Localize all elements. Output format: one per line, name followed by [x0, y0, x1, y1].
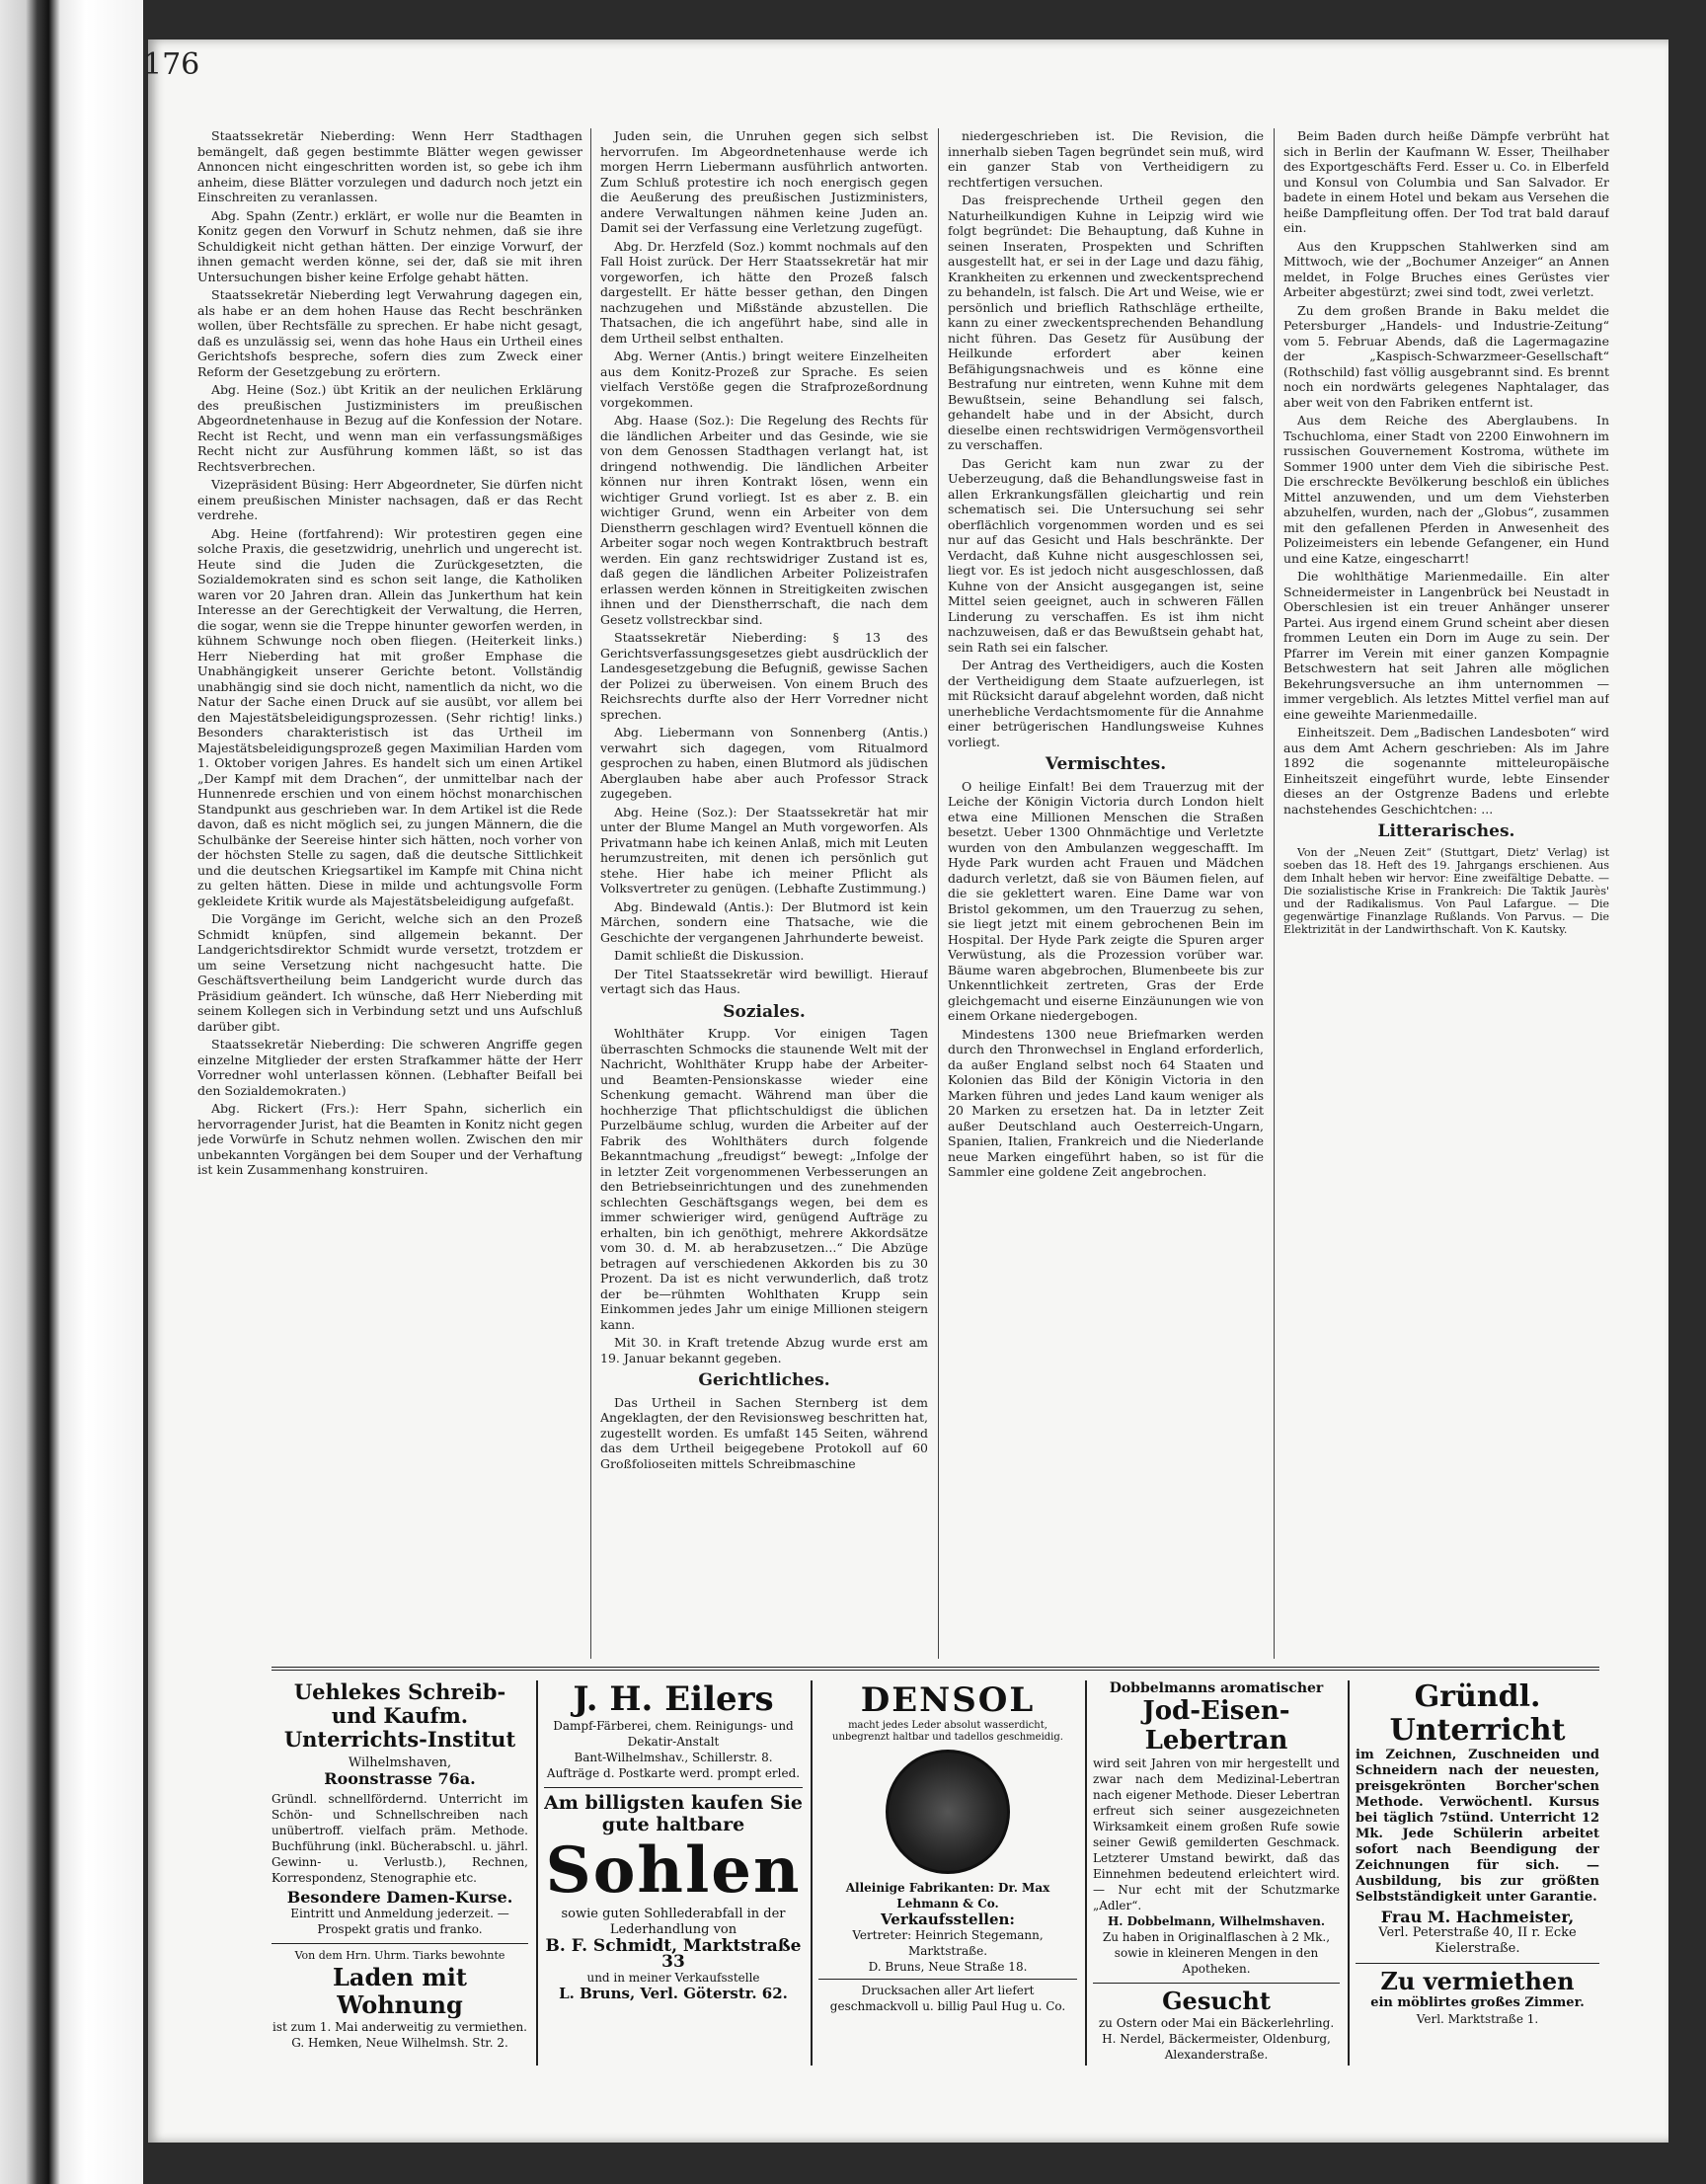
ad-rent-addr: Verl. Marktstraße 1. — [1416, 2012, 1539, 2026]
ad-title: Uehlekes Schreib- und Kaufm. Unterrichts-Institut — [283, 1680, 516, 1752]
paragraph: Abg. Werner (Antis.) bringt weitere Einzelheiten aus dem Konitz-Prozeß zur Sprache. Es seien vielfach Verstöße gegen die Strafprozeßordnung vorgekommen. — [600, 349, 928, 410]
paragraph: Die wohlthätige Marienmedaille. Ein alter Schneidermeister in Langenbrück bei Neustadt in Oberschlesien ist ein treuer Anhänger unserer Partei. Aus irgend einem Grund scheint aber diesen frommen Leuten ein Dorn im Auge zu sein. Der Pfarrer im Verein mit einer ganzen Kompagnie Betschwestern hat seit Jahren alle möglichen Bekehrungsversuche an ihm unternommen — immer vergeblich. Als letztes Mittel verfiel man auf eine geweihte Marienmedaille. — [1283, 569, 1609, 722]
ad-divider — [536, 1680, 538, 2066]
ad-name: Frau M. Hachmeister, — [1380, 1908, 1575, 1926]
paragraph: Aus den Kruppschen Stahlwerken sind am Mittwoch, wie der „Bochumer Anzeiger“ an Annen meldet, in Folge Bruches eines Gerüstes vier Arbeiter abgestürzt; zwei sind todt, zwei verletzt. — [1283, 238, 1609, 299]
paragraph: Der Antrag des Vertheidigers, auch die Kosten der Vertheidigung dem Staate aufzuerlegen, ist mit Rücksicht darauf abgelehnt worden, daß nicht unerhebliche Verdachtsmomente für die Annahme einer betrügerischen Handlungsweise Kuhnes vorliegt. — [948, 658, 1264, 749]
paragraph: Abg. Haase (Soz.): Die Regelung des Rechts für die ländlichen Arbeiter und das Gesinde, wie sie von dem Genossen Stadthagen verlangt hat, ist dringend nothwendig. Die ländlichen Arbeiter können nur ihren Kontrakt lösen, wenn ein wichtiger Grund vorliegt. Ist es aber z. B. ein wichtiger Grund, wenn ein Arbeiter von dem Dienstherrn geschlagen wird? Eventuell können die Arbeiter sogar noch wegen Kontraktbruch bestraft werden. Ein ganz rechtswidriger Zustand ist es, daß gegen die ländlichen Arbeiter Polizeistrafen erlassen werden können in Streitigkeiten zwischen ihnen und der Dienstherrschaft, die nach dem Gesetz vollstreckbar sind. — [600, 413, 928, 627]
column-4 — [1283, 128, 1609, 1659]
paragraph: Abg. Spahn (Zentr.) erklärt, er wolle nur die Beamten in Konitz gegen den Vorwurf in Schutz nehmen, daß sie ihre Schuldigkeit nicht gethan hätten. Der einzige Vorwurf, der ihnen gemacht werden könne, sei der, daß sie mit ihren Untersuchungen bisher keine Erfolge gehabt hätten. — [197, 207, 582, 284]
ad-maker: Alleinige Fabrikanten: Dr. Max Lehmann & Co. — [845, 1881, 1050, 1911]
paragraph: Vizepräsident Büsing: Herr Abgeordneter, Sie dürfen nicht einem preußischen Minister nachsagen, daß er das Recht verdrehe. — [197, 477, 582, 522]
paragraph: Abg. Rickert (Frs.): Herr Spahn, sicherlich ein hervorragender Jurist, hat die Beamten in Konitz nicht gegen jede Vorwürfe in Schutz nehmen wollen. Zwischen den mir unbekannten Vorgängen bei dem Souper und der Verhaftung ist kein Zusammenhang konstruiren. — [197, 1101, 582, 1177]
ad-divider — [1348, 1680, 1350, 2066]
column-rule — [590, 128, 591, 1659]
ad-dobbelmann — [1093, 1680, 1340, 2066]
paragraph: Beim Baden durch heiße Dämpfe verbrüht hat sich in Berlin der Kaufmann W. Esser, Theilhaber des Exportgeschäfts Ferd. Esser u. Co. in Elberfeld und Konsul von Columbia und San Salvador. Er badete in einem Hotel und bekam aus Versehen die heiße Dampfleitung offen. Der Tod trat bald darauf ein. — [1283, 128, 1609, 235]
ad-name: B. F. Schmidt, Marktstraße 33 — [545, 1936, 802, 1972]
paragraph: Abg. Heine (Soz.): Der Staatssekretär hat mir unter der Blume Mangel an Muth vorgeworfen. Als Privatmann habe ich keinen Anlaß, mich mit Leuten herumzustreiten, mit denen ich persönlich gut stehe. Hier habe ich meiner Pflicht als Volksvertreter zu genügen. (Lebhafte Zustimmung.) — [600, 804, 928, 896]
ad-sub: macht jedes Leder absolut wasserdicht, unbegrenzt haltbar und tadellos geschmeidig. — [832, 1720, 1063, 1743]
ad-wanted-text: zu Ostern oder Mai ein Bäckerlehrling. — [1098, 2016, 1335, 2030]
section-heading-gerichtliches: Gerichtliches. — [698, 1370, 830, 1390]
paragraph: Die Vorgänge im Gericht, welche sich an den Prozeß Schmidt knüpfen, sind allgemein bekannt. Der Landgerichtsdirektor Schmidt wurde versetzt, trotzdem er um seine Versetzung nicht nachgesucht hatte. Die Geschäftsvertheilung beim Landgericht wurde durch das Präsidium geändert. Ich wünsche, daß Herr Nieberding mit seinem Kollegen sich in Verbindung setzt und uns Aufschluß darüber gibt. — [197, 911, 582, 1034]
section-heading-litterarisches: Litterarisches. — [1377, 821, 1515, 841]
ad-densol — [818, 1680, 1077, 2066]
ad-addr: Bant-Wilhelmshav., Schillerstr. 8. — [574, 1751, 773, 1764]
ad-uehleke — [271, 1680, 528, 2066]
paragraph: Einheitszeit. Dem „Badischen Landesboten“ wird aus dem Amt Achern geschrieben: Als im Jahre 1892 die sogenannte mitteleuropäische Einheitszeit eingeführt wurde, lebte Einsender dieses an der Ostgrenze Badens und erlebte nachstehendes Geschichtchen: ... — [1283, 725, 1609, 817]
ad-text: sowie guten Sohllederabfall in der Lederhandlung von — [561, 1907, 786, 1937]
ad-big-word: Sohlen — [545, 1833, 802, 1908]
ad-divider — [1085, 1680, 1087, 2066]
column-rule — [938, 128, 939, 1659]
column-2 — [600, 128, 928, 1659]
advertisement-section — [271, 1667, 1599, 2073]
paragraph: Zu dem großen Brande in Baku meldet die Petersburger „Handels- und Industrie-Zeitung“ vom 5. Februar Abends, daß die Lagermagazine der „Kaspisch-Schwarzmeer-Gesellschaft“ (Rothschild) fast völlig ausgebrannt sind. Es brennt noch ein nordwärts gelegenes Naphtalager, das aber weit von den Fabriken entfernt ist. — [1283, 302, 1609, 410]
ad-note: Eintritt und Anmeldung jederzeit. — Prospekt gratis und franko. — [290, 1907, 509, 1936]
paragraph: Staatssekretär Nieberding legt Verwahrung dagegen ein, als habe er an dem hohen Hause das Recht beschränken wollen, über Rechtsfälle zu sprechen. Er habe nicht gesagt, daß es unzulässig sei, wenn das hohe Haus ein Urtheil eines Gerichtshofs bespreche, sofern dies zum Zweck einer Reform der Gesetzgebung zu erörtern. — [197, 287, 582, 379]
ad-pre: Von dem Hrn. Uhrm. Tiarks bewohnte — [271, 1943, 528, 1964]
ad-addr: Verl. Peterstraße 40, II r. Ecke Kielerstraße. — [1378, 1925, 1577, 1956]
paragraph: niedergeschrieben ist. Die Revision, die innerhalb sieben Tagen begründet sein muß, wird ein ganzer Stab von Vertheidigern zu rechtfertigen versuchen. — [948, 128, 1264, 190]
ad-wanted-title: Gesucht — [1093, 1983, 1340, 2015]
ad-street: Roonstrasse 76a. — [324, 1769, 476, 1788]
column-1 — [197, 128, 582, 1659]
ad-head: Am billigsten kaufen Sie gute haltbare — [544, 1787, 803, 1835]
ad-course: Besondere Damen-Kurse. — [286, 1888, 513, 1907]
ad-wanted-name: H. Nerdel, Bäckermeister, Oldenburg, Alexanderstraße. — [1102, 2032, 1331, 2062]
page-number: 176 — [143, 47, 200, 82]
ad-title: DENSOL — [860, 1680, 1036, 1720]
paragraph: Staatssekretär Nieberding: § 13 des Gerichtsverfassungsgesetzes giebt ausdrücklich der Landesgesetzgebung die Befugniß, gewisse Sachen der Polizei zu überweisen. Von einem Bruch des Reichsrechts durfte also der Herr Vorredner nicht sprechen. — [600, 630, 928, 722]
book-binding — [0, 0, 143, 2184]
ad-sales: Verkaufsstellen: — [881, 1911, 1015, 1928]
section-heading-soziales: Soziales. — [723, 1001, 806, 1022]
paragraph: Abg. Bindewald (Antis.): Der Blutmord ist kein Märchen, sondern eine Thatsache, wie die Geschichte der vergangenen Jahrhunderte beweist. — [600, 898, 928, 945]
ad-text2: Zu haben in Originalflaschen à 2 Mk., sowie in kleineren Mengen in den Apotheken. — [1102, 1930, 1331, 1976]
paragraph: Aus dem Reiche des Aberglaubens. In Tschuchloma, einer Stadt von 2200 Einwohnern im russischen Gouvernement Kostroma, wüthete im Sommer 1900 unter dem Vieh die sibirische Pest. Die erschreckte Bevölkerung beschloß ein übliches Mittel anzuwenden, und um dem Viehsterben abzuhelfen, wurden, nach der „Globus“, zusammen mit den gefallenen Pferden in Anwesenheit des Polizeimeisters ein lebende Gefangener, ein Hund und eine Katze, eingescharrt! — [1283, 413, 1609, 566]
paragraph: Staatssekretär Nieberding: Wenn Herr Stadthagen bemängelt, daß gegen bestimmte Blätter wegen gewisser Annoncen nicht eingeschritten worden ist, so gebe ich ihm anheim, diese Blätter vorzulegen und dadurch noch jetzt ein Einschreiten zu veranlassen. — [197, 128, 582, 204]
ad-print: Drucksachen aller Art liefert geschmackvoll u. billig Paul Hug u. Co. — [818, 1979, 1077, 2014]
paragraph: Wohlthäter Krupp. Vor einigen Tagen überraschten Schmocks die staunende Welt mit der Nachricht, Wohlthäter Krupp habe der Arbeiter- und Beamten-Pensionskasse wieder eine Schenkung gemacht. Während man über die hochherzige That pflichtschuldigst die üblichen Purzelbäume schlug, wurden die Arbeiter auf der Fabrik des Wohlthäters durch folgende Bekanntmachung „freudigst“ bewegt: „Infolge der in letzter Zeit vorgenommenen Verbesserungen an den Betriebseinrichtungen und des zunehmenden schlechten Geschäftsgangs wegen, bei dem es immer schwieriger wird, genügend Aufträge zu erhalten, bin ich genöthigt, mehrere Akkordsätze vom 30. d. M. ab herabzusetzen...“ Die Abzüge betragen auf verschiedenen Akkorden bis zu 30 Prozent. Da ist es nicht verwunderlich, daß trotz der be—rühmten Wohlthaten Krupp sein Einkommen jedes Jahr um einige Millionen steigern kann. — [600, 1026, 928, 1332]
ad-rent-title: Zu vermiethen — [1356, 1963, 1599, 1995]
paragraph: Mindestens 1300 neue Briefmarken werden durch den Thronwechsel in England erforderlich, da außer England selbst noch 64 Staaten und Kolonien das Bild der Königin Victoria in den Marken führen und jedes Land kaum weniger als 20 Marken zu ersetzen hat. Da in letzter Zeit außer Deutschland auch Oesterreich-Ungarn, Spanien, Italien, Frankreich und die Niederlande neue Marken eingeführt haben, so ist für die Sammler eine goldene Zeit angebrochen. — [948, 1026, 1264, 1179]
ad-hachmeister — [1356, 1680, 1599, 2066]
ad-text2: und in meiner Verkaufsstelle — [586, 1971, 760, 1985]
ad-text: wird seit Jahren von mir hergestellt und zwar nach dem Medizinal-Lebertran nach eigener Methode. Dieser Lebertran erfreut sich seiner ausgezeichneten Wirksamkeit einem großen Rufe sowie seiner Gewiß gemilderten Geschmack. Letzterer Umstand bewirkt, daß das Einnehmen bedeutend erleichtert wird. — Nur echt mit der Schutzmarke „Adler“. — [1093, 1756, 1340, 1912]
ad-note: Aufträge d. Postkarte werd. prompt erled. — [546, 1766, 801, 1780]
paragraph: Damit schließt die Diskussion. — [614, 948, 805, 963]
paragraph: O heilige Einfalt! Bei dem Trauerzug mit der Leiche der Königin Victoria durch London hielt etwa eine Millionen Menschen die Straßen besetzt. Ueber 1300 Ohnmächtige und Verletzte wurden von den Ambulanzen weggeschafft. Im Hyde Park wurden acht Frauen und Mädchen dadurch verletzt, daß sie von Bäumen fielen, auf die sie geklettert waren. Eine Dame war von Bristol gekommen, um den Trauerzug zu sehen, sie liegt jetzt mit einem gebrochenen Bein im Hospital. Der Hyde Park zeigte die Spuren arger Verwüstung, als die Prozession vorüber war. Bäume waren abgebrochen, Blumenbeete bis zur Unkenntlichkeit zertreten, Gras der Erde gleichgemacht und eiserne Einzäunungen wie von einem Orkane niedergebogen. — [948, 778, 1264, 1023]
paragraph: Abg. Liebermann von Sonnenberg (Antis.) verwahrt sich dagegen, vom Ritualmord gesprochen zu haben, einen Blutmord als jüdischen Aberglauben habe aber auch Professor Strack zugegeben. — [600, 725, 928, 801]
ad-rent-text: ein möblirtes großes Zimmer. — [1370, 1995, 1585, 2010]
ad-place: Wilhelmshaven, — [348, 1755, 452, 1770]
ad-title: Gründl. Unterricht — [1389, 1680, 1566, 1748]
paragraph: Der Titel Staatssekretär wird bewilligt. Hierauf vertagt sich das Haus. — [600, 966, 928, 996]
paragraph: Das Urtheil in Sachen Sternberg ist dem Angeklagten, der den Revisionsweg beschritten hat, zugestellt worden. Es umfaßt 145 Seiten, während das dem Urtheil beigegebene Protokoll auf 60 Großfolioseiten mittels Schreibmaschine — [600, 1394, 928, 1471]
paragraph: Abg. Heine (fortfahrend): Wir protestiren gegen eine solche Praxis, die gesetzwidrig, unehrlich und ungerecht ist. Heute sind die Juden die Zurückgesetzten, die Sozialdemokraten sind es schon seit lange, die Katholiken waren vor 20 Jahren dran. Allein das Junkerthum hat kein Interesse an der Gerechtigkeit der Verwaltung, die Herren, die sogar, wenn sie die Treppe hinunter geworfen werden, in kühnem Schwunge noch oben fliegen. (Heiterkeit links.) Herr Nieberding hat mit großer Emphase die Unabhängigkeit unserer Gerichte betont. Vollständig unabhängig sind sie doch nicht, namentlich da nicht, wo die Natur der Sache einen Druck auf sie ausübt, vor allem bei den Majestätsbeleidigungsprozessen. (Sehr richtig! links.) Besonders charakteristisch ist das Urtheil im Majestätsbeleidigungsprozeß gegen Maximilian Harden vom 1. Oktober vorigen Jahres. Es handelt sich um einen Artikel „Der Kampf mit dem Drachen“, der unmittelbar nach der Hunnenrede erschien und von einem höchst monarchischen Standpunkt aus geschrieben war. In dem Artikel ist die Rede davon, daß es nicht möglich sei, zu jungen Männern, die die Schulbänke der Seereise hinter sich hätten, noch vorher von der höchsten Stelle zu sagen, daß die deutsche Sittlichkeit und die deutschen Kriegsartikel im Kampfe mit China nicht zu gelten hätten. Diese in milde und achtungsvolle Form gekleidete Kritik wurde als Majestätsbeleidigung aufgefaßt. — [197, 525, 582, 908]
ad-rep: Vertreter: Heinrich Stegemann, Marktstraße. — [852, 1928, 1044, 1958]
ad-sub: Dampf-Färberei, chem. Reinigungs- und Dekatir-Anstalt — [553, 1719, 794, 1749]
ad-text: im Zeichnen, Zuschneiden und Schneidern nach der neuesten, preisgekrönten Borcher'schen Methode. Verwöchentl. Kursus bei täglich 7stünd. Unterricht 12 Mk. Jede Schülerin arbeitet sofort nach Beendigung der Zeichnungen für sich. — Ausbildung, bis zur größten Selbstständigkeit unter Garantie. — [1356, 1748, 1599, 1905]
ad-shop-name: G. Hemken, Neue Wilhelmsh. Str. 2. — [291, 2036, 508, 2050]
column-3 — [948, 128, 1264, 1659]
ad-shop-title: Laden mit Wohnung — [333, 1963, 467, 2019]
paragraph: Das freisprechende Urtheil gegen den Naturheilkundigen Kuhne in Leipzig wird wie folgt begründet: Die Behauptung, daß Kuhne in seinen Inseraten, Prospekten und Schriften ausgestellt hat, er sei in der Lage und dazu fähig, Krankheiten zu erkennen und zweckentsprechend zu behandeln, ist falsch. Die Art und Weise, wie er persönlich und brieflich Rathschläge ertheilte, kann zu einer zweckentsprechenden Behandlung nicht führen. Das Gesetz für Ausübung der Heilkunde erfordert aber keinen Befähigungsnachweis und es könne eine Bestrafung nur eintreten, wenn Kuhne mit dem Bewußtsein, seine Behandlung sei falsch, gehandelt habe und in der Absicht, durch dieselbe einen rechtswidrigen Vermögensvortheil zu verschaffen. — [948, 193, 1264, 452]
ad-title: J. H. Eilers — [573, 1680, 774, 1719]
ad-pre: Dobbelmanns aromatischer — [1109, 1680, 1324, 1696]
paragraph: Das Gericht kam nun zwar zu der Ueberzeugung, daß die Behandlungsweise fast in allen Erkrankungsfällen gleichartig und rein schematisch sei. Die Untersuchung sei sehr oberflächlich vorgenommen worden und es sei nur auf das Gesicht und Hals beschränkte. Der Verdacht, daß Kuhne nicht ausgeschlossen sei, liegt vor. Es ist jedoch nicht ausgeschlossen, daß Kuhne von der Ansicht ausgegangen ist, seine Mittel seien geeignet, auch in schweren Fällen Linderung zu verschaffen. Es ist ihm nicht nachzuweisen, daß er das Bewußtsein gehabt hat, sein Rath sei ein falscher. — [948, 455, 1264, 655]
ad-rep2: D. Bruns, Neue Straße 18. — [868, 1960, 1028, 1974]
ad-text: Gründl. schnellfördernd. Unterricht im Schön- und Schnellschreiben nach unübertroff. vielfach präm. Methode. Buchführung (inkl. Bücherabschl. u. jährl. Gewinn- u. Verlustb.), Rechnen, Korrespondenz, Stenographie etc. — [271, 1792, 528, 1885]
paragraph: Abg. Heine (Soz.) übt Kritik an der neulichen Erklärung des preußischen Justizministers im preußischen Abgeordnetenhause in Bezug auf die Konfession der Notare. Recht ist Recht, und wenn man ein verfassungsmäßiges Recht nicht zur Ausführung kommen läßt, so ist das Rechtsverbrechen. — [197, 382, 582, 474]
column-rule — [1274, 128, 1275, 1659]
paragraph: Mit 30. in Kraft tretende Abzug wurde erst am 19. Januar bekannt gegeben. — [600, 1335, 928, 1365]
paragraph: Abg. Dr. Herzfeld (Soz.) kommt nochmals auf den Fall Hoist zurück. Der Herr Staatssekretär hat mir vorgeworfen, ich hätte den Prozeß falsch dargestellt. Er hätte besser gethan, den Dingen nachzugehen und Mißstände abzustellen. Die Thatsachen, die ich angeführt habe, sind alle in dem Urtheil selbst enthalten. — [600, 238, 928, 346]
section-heading-vermischtes: Vermischtes. — [1045, 754, 1167, 774]
ad-title: Jod-Eisen-Lebertran — [1142, 1696, 1290, 1755]
paragraph: Staatssekretär Nieberding: Die schweren Angriffe gegen einzelne Mitglieder der ersten Strafkammer hätte der Herr Vorredner wohl unterlassen können. (Lebhafter Beifall bei den Sozialdemokraten.) — [197, 1037, 582, 1098]
ad-shop-text: ist zum 1. Mai anderweitig zu vermiethen. — [272, 2020, 527, 2034]
paragraph: Von der „Neuen Zeit“ (Stuttgart, Dietz' Verlag) ist soeben das 18. Heft des 19. Jahrgangs erschienen. Aus dem Inhalt heben wir hervor: Eine zweifältige Debatte. — Die sozialistische Krise in Frankreich: Die Taktik Jaurès' und der Radikalismus. Von Paul Lafargue. — Die gegenwärtige Finanzlage Rußlands. Von Parvus. — Die Elektrizität in der Landwirthschaft. Von K. Kautsky. — [1283, 845, 1609, 936]
ad-name2: L. Bruns, Verl. Göterstr. 62. — [559, 1985, 788, 2002]
paragraph: Juden sein, die Unruhen gegen sich selbst hervorrufen. Im Abgeordnetenhause werde ich morgen Herrn Liebermann ausführlich antworten. Zum Schluß protestire ich noch energisch gegen die Aeußerung des preußischen Justizministers, andere Verwaltungen nähmen keine Juden an. Damit sei der Verfassung eine Verletzung zugefügt. — [600, 128, 928, 235]
ad-divider — [811, 1680, 813, 2066]
ad-maker: H. Dobbelmann, Wilhelmshaven. — [1107, 1914, 1326, 1928]
ad-eilers — [544, 1680, 803, 2066]
densol-picture — [886, 1750, 1010, 1874]
